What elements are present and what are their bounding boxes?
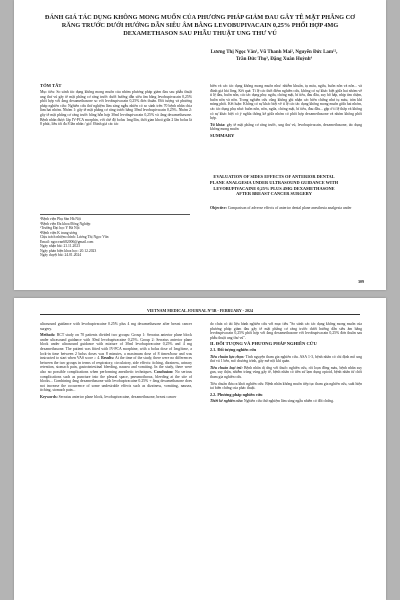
summary-heading: SUMMARY (210, 132, 235, 138)
authors-line-2: Trần Đức Thọ³, Đặng Xuân Huỳnh⁴ (235, 56, 313, 62)
conclusion-text: No serious complications such as puncture into the pleural space, pneumothorax, bleeding at the site of blocks... Combining 4mg dexamethasone with levobupivacaine 0.25% + 4mg dexamethasone does not increase the occurrence of some undesirable effects such as dizziness, vomiting, nausea, itching, stomach pain... (40, 369, 192, 393)
results-text: At the time of the study, there were no differences between the two groups in terms of respiratory, circulatory, side effects: itching, dizziness, urinary retention, stomach pain, gastrointestinal bleeding, nausea and vomiting. In the study, there were also no possible complications when performing anesthetic techniques. (40, 356, 193, 374)
english-keywords (40, 395, 192, 400)
abstract-heading: TÓM TẮT (40, 83, 62, 88)
footnote-item: ¹Bệnh viện Phụ Sản Hà Nội (40, 217, 81, 221)
results-label: Results: (101, 356, 115, 361)
page2-column-1 (40, 322, 192, 402)
abstract-text-2: biến và các tác dụng không mong muốn như: nhiễm khuẩn, tụ máu, ngứa, buồn nôn và nôn... và đánh giá hài lòng. Kết quả: Tỉ lệ các thời điểm nghiên cứu, không có sự khác biệt giữa hai nhóm về tỉ lệ đau, buồn nôn, các tác dụng phụ: ngứa, chóng mặt, bí tiểu, đau đầu, suy hô hấp, nhịp tim chậm, buồn nôn và nôn. Trong nghiên cứu cũng không ghi nhận các biến chứng như tụ máu, tràn khí màng phổi. Kết luận: Không có sự khác biệt về tỉ lệ các tác dụng không mong muốn giữa hai nhóm, các tác dụng phụ như: buồn nôn, nôn, ngứa, chóng mặt, bí tiểu, đau đầu... gặp ở tỉ lệ thấp và không có sự khác biệt có ý nghĩa thống kê giữa nhóm có phối hợp dexamethasone và nhóm không phối hợp. (210, 84, 362, 121)
abstract-text-1: Mục tiêu: So sánh tác dụng không mong muốn của nhóm phương pháp giảm đau sau phẫu thuật ung thư vú gây tê mặt phẳng cơ răng trước dưới hướng dẫn siêu âm bằng levobupivacain 0,25% phối hợp với 4mg dexamethasone so với levobupivacain 0,25% đơn thuần. Đối tượng và phương pháp nghiên cứu: Nghiên cứu thử nghiệm lâm sàng ngẫu nhiên có so sánh trên 70 bệnh nhân chia làm hai nhóm. Nhóm 1: gây tê mặt phẳng cơ răng trước bằng 30ml levobupivacain 0,25%. Nhóm 2: gây tê mặt phẳng cơ răng trước bằng hỗn hợp 30ml levobupivacain 0,25% và 4mg dexamethasone. Bệnh nhân được lắp IV-PCA morphin, với chế độ bolus 1mg/lần, thời gian khoá giữa 2 lần bolus là 8 phút, liều tối đa 8 lần nhấn / giờ. Đánh giá các tác (40, 90, 192, 127)
english-title: EVALUATION OF SIDES EFFECTS OF ANTERIOR DENTAL PLANE ANALGESIA UNDER ULTRASOUND GUIDANCE WITH LEVOBUPIVACAINE 0,25% PLUS 4MG DEXAMETHASONE AFTER BREAST CANCER SURGERY (209, 174, 339, 197)
withdrawal-paragraph: Tiêu chuẩn đưa ra khỏi nghiên cứu: Bệnh nhân không muốn tiếp tục tham gia nghiên cứu, suất hiện tai biến chứng của phác thuật. (210, 381, 362, 391)
paper-title: ĐÁNH GIÁ TÁC DỤNG KHÔNG MONG MUỐN CỦA PHƯƠNG PHÁP GIẢM ĐAU GÂY TÊ MẶT PHẲNG CƠ RĂNG TRƯỚC DƯỚI HƯỚNG DẪN SIÊU ÂM BẰNG LEVOBUPIVACAIN 0,25% PHỐI HỢP 4MG DEXAMETHASON SAU PHẪU THUẬT UNG THƯ VÚ (44, 14, 356, 37)
methods-label: Methods: (40, 333, 56, 338)
english-keywords-text: Serratus anterior plane block, levobupivacaine, dexamethasone, breast cancer (58, 394, 177, 399)
page2-column-2 (210, 322, 362, 405)
objective-block (210, 206, 362, 213)
conclusion-label: Conclusion: (154, 369, 174, 374)
subsection-2-1-heading: 2.1. Đối tượng nghiên cứu (210, 347, 257, 353)
footnote-list (40, 217, 190, 258)
page-number: 309 (358, 279, 364, 284)
abstract-column-1 (40, 84, 192, 129)
english-abstract-intro: ultrasound guidance with levobupivacaine 0.25% plus 4 mg dexamethasone after breast cancer surgery. (40, 322, 192, 331)
footnote-item: ²Bệnh viện Đa khoa Đống Nghiệp (40, 221, 91, 226)
english-keywords-label: Keywords: (40, 394, 58, 399)
footnote-item: Chịu trách nhiệm chính: Lương Thị Ngọc Vân (40, 235, 109, 239)
keywords (210, 123, 362, 132)
methods-text: RCT study on 70 patients divided two groups: Group 1: Serratus anterior plane block under ultrasound guidance with 30ml levobupivacaine 0,25%. Group 2: Serratus anterior plane block under ultrasound guidance with mixture of 30ml levobupivacaine 0,25% and 4 mg dexamethasone. The patient was fitted with IV-PCA morphine, with a bolus dose of 1mg/time, a lock-in time between 2 bolus doses was 8 minutes, a maximum dose of 8 times/hour and was instructed to start when VAS score ≥ 4. (40, 333, 192, 361)
journal-header: VIETNAM MEDICAL JOURNAL Nº3B - FEBRUARY - 2024 (40, 308, 360, 315)
footnote-item: Email: ngocvan682006@gmail.com (40, 239, 94, 244)
author-list (184, 50, 364, 63)
paper-page-2 (14, 298, 386, 600)
design-label: Thiết kế nghiên cứu: (210, 398, 243, 403)
footnote-item: ³Trường Đại học Y Hà Nội (40, 226, 80, 230)
footnote-item: Ngày phản biện khoa học: 20.12.2023 (40, 248, 97, 253)
keywords-label: Từ khóa: (210, 122, 226, 127)
objective-paragraph (210, 206, 362, 211)
exclusion-text: Bệnh nhân dị ứng với thuốc nghiên cứu, rối loạn đông máu, bệnh nhân suy gan, suy thận, nhiễm trùng vùng gây tê, bệnh nhân có tiền sử lạm dụng opioid, bệnh nhân từ chối tham gia nghiên cứu. (210, 365, 363, 379)
exclusion-paragraph (210, 366, 362, 380)
methods-paragraph (40, 333, 192, 393)
section-2-heading: II. ĐỐI TƯỢNG VÀ PHƯƠNG PHÁP NGHIÊN CỨU (210, 341, 317, 347)
study-aim-paragraph: do chưa có tài liệu hành nghiên cứu với mục tiêu "So sánh các tác dụng không mong muốn của phương pháp giảm đau gây tê mặt phẳng cơ răng trước dưới hướng dẫn siêu âm bằng levobupivacain 0,25% phối hợp với 4mg dexamethasone với levobupivacain 0,25% đơn thuần sau phẫu thuật ung thư vú". (210, 322, 362, 340)
footnote-item: Ngày nhận bài: 21.11.2023 (40, 244, 80, 248)
footnote-item: ⁴Bệnh viện K trung ương (40, 230, 78, 235)
design-paragraph (210, 399, 362, 404)
footnote-item: Ngày duyệt bài: 24.01.2024 (40, 253, 82, 257)
paper-page-1 (14, 0, 386, 290)
criteria-text: Tình nguyện tham gia nghiên cứu. ASA 1-3, bệnh nhân có chỉ định mổ ung thư vú 1 bên, mổ chương trình, gây mê nội khí quản. (210, 354, 362, 364)
abstract-column-2 (210, 84, 362, 140)
exclusion-label: Tiêu chuẩn loại trừ: (210, 365, 243, 370)
criteria-paragraph (210, 355, 362, 364)
design-text: Nghiên cứu thử nghiệm lâm sàng ngẫu nhiên có đối chứng. (243, 398, 334, 403)
objective-label: Objective: (210, 206, 227, 210)
keywords-text: gây tê mặt phẳng cơ răng trước, ung thư vú, levobupivacain, dexamethasone, tác dụng không mong muốn (210, 122, 363, 132)
subsection-2-2-heading: 2.2. Phương pháp nghiên cứu (210, 391, 263, 397)
footnotes (40, 214, 190, 258)
criteria-label: Tiêu chuẩn lựa chọn: (210, 354, 245, 359)
authors-line-1: Lương Thị Ngọc Vân¹, Vũ Thanh Mai², Nguyễn Đức Lam¹², (210, 50, 338, 55)
objective-text: Comparison of adverse effects of anterior dental plane anesthesia analgesia under (227, 206, 352, 210)
